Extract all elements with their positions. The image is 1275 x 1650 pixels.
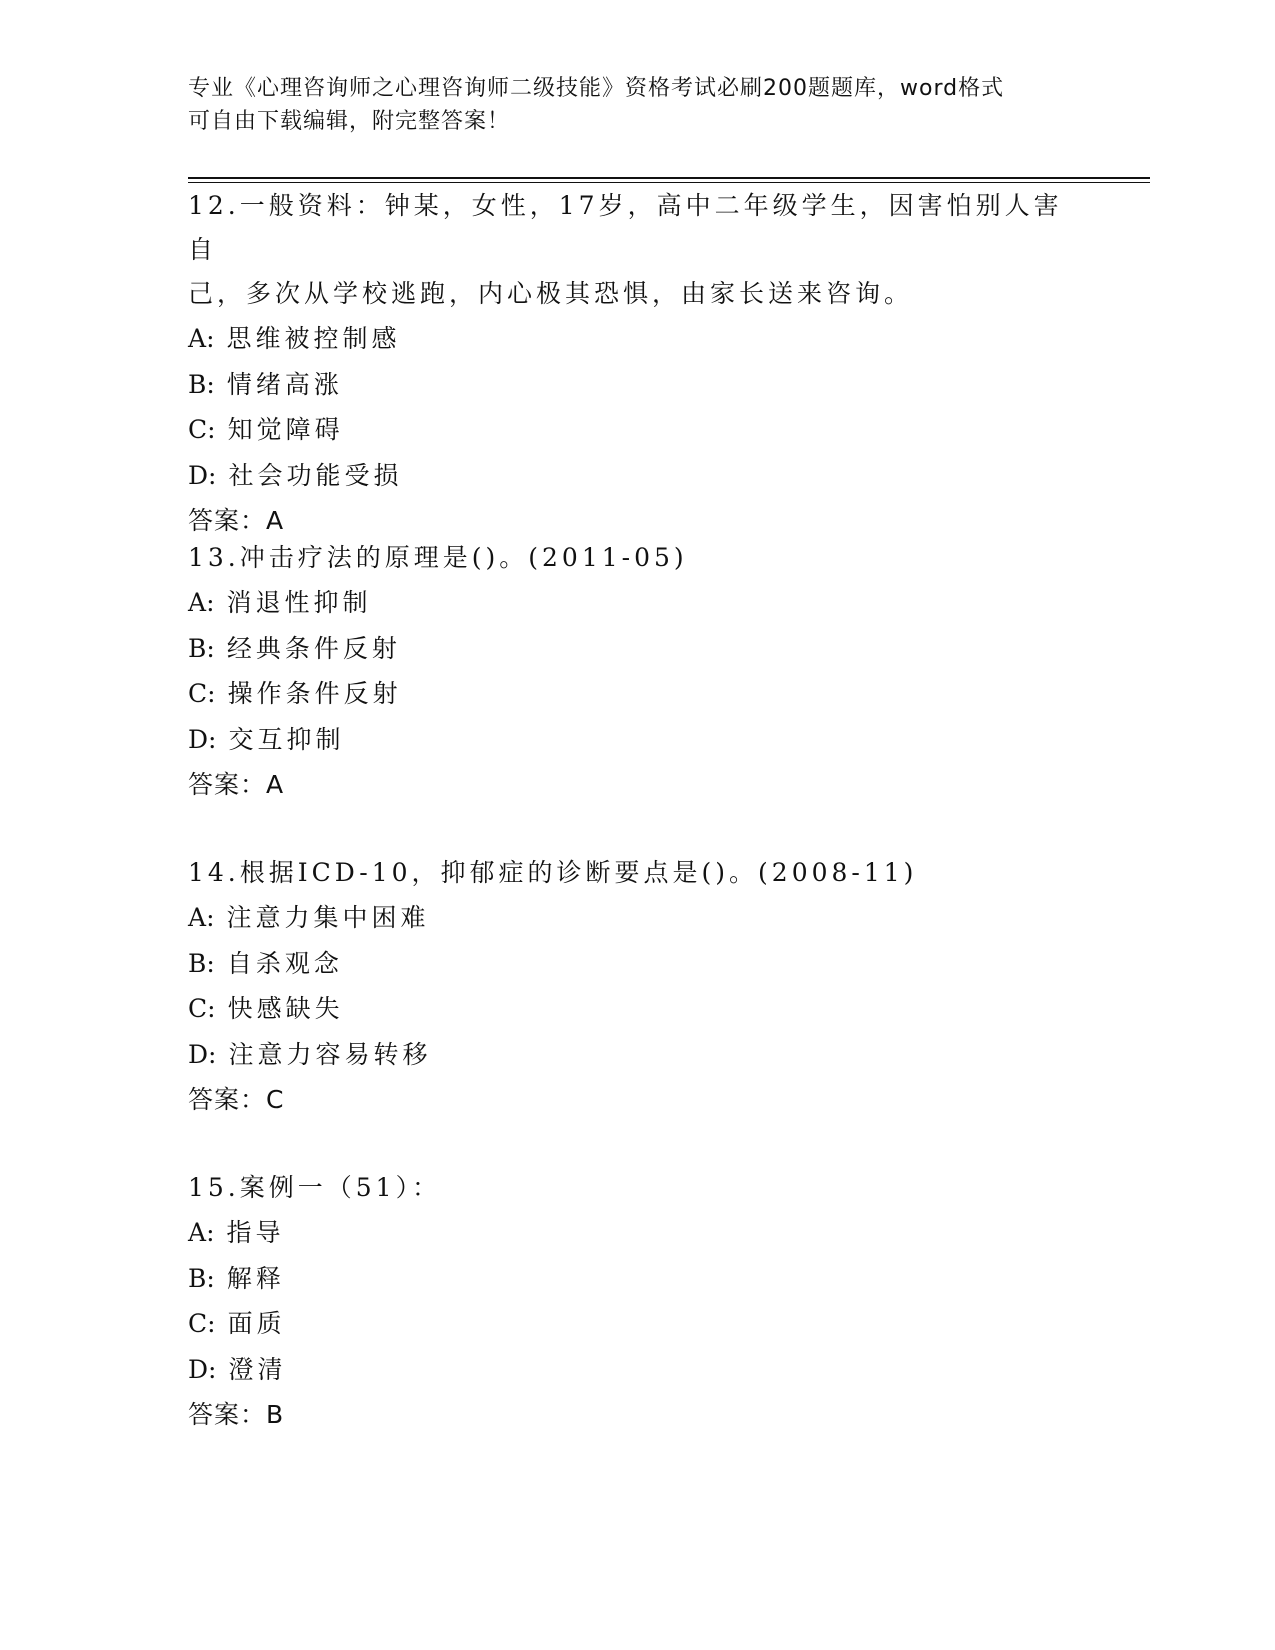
header-line-1: 专业《心理咨询师之心理咨询师二级技能》资格考试必刷200题题库，word格式 [188,76,1005,101]
option-text: 解释 [226,1263,285,1293]
option-c: C: 知觉障碍 [188,415,344,444]
option-b: B: 解释 [188,1263,285,1293]
header-rule-thin [188,182,1150,183]
question-stem-continued: 己，多次从学校逃跑，内心极其恐惧，由家长送来咨询。 [188,279,914,308]
question-13 [188,536,1088,808]
option-text: 思维被控制感 [226,324,401,353]
option-b: B: 经典条件反射 [188,633,401,663]
option-label: A [188,588,207,617]
option-d: D: 注意力容易转移 [188,1039,432,1069]
option-label: C [188,994,208,1023]
option-text: 情绪高涨 [226,369,343,399]
option-label: D [188,460,209,490]
option-text: 交互抑制 [228,724,345,754]
answer: 答案：A [188,506,285,535]
option-label: D [188,1039,209,1069]
option-label: D [188,1354,209,1384]
option-a: A: 指导 [188,1218,285,1247]
question-stem: 14.根据ICD-10，抑郁症的诊断要点是()。(2008-11) [188,858,918,887]
option-label: B [188,369,207,399]
option-d: D: 澄清 [188,1354,287,1384]
question-12 [188,184,1088,544]
option-text: 知觉障碍 [227,415,344,444]
option-label: B [188,1263,207,1293]
option-label: A [188,324,207,353]
option-text: 注意力集中困难 [226,903,430,932]
option-text: 自杀观念 [226,948,343,978]
answer: 答案：A [188,770,285,799]
option-d: D: 社会功能受损 [188,460,403,490]
option-text: 注意力容易转移 [228,1039,432,1069]
option-label: C [188,1309,208,1338]
question-stem: 13.冲击疗法的原理是()。(2011-05) [188,543,688,572]
option-label: C [188,415,208,444]
option-text: 面质 [227,1309,286,1338]
question-stem: 12.一般资料：钟某，女性，17岁，高中二年级学生，因害怕别人害自 [188,191,1063,264]
option-b: B: 情绪高涨 [188,369,343,399]
answer: 答案：B [188,1400,285,1429]
option-b: B: 自杀观念 [188,948,343,978]
option-d: D: 交互抑制 [188,724,345,754]
option-label: B [188,948,207,978]
option-a: A: 注意力集中困难 [188,903,430,932]
option-text: 经典条件反射 [226,633,401,663]
option-text: 社会功能受损 [228,460,403,490]
question-14 [188,851,1088,1123]
question-stem: 15.案例一（51）： [188,1173,442,1202]
option-label: C [188,679,208,708]
option-label: B [188,633,207,663]
option-text: 快感缺失 [227,994,344,1023]
option-a: A: 消退性抑制 [188,588,372,617]
option-text: 操作条件反射 [227,679,402,708]
option-label: A [188,1218,207,1247]
option-text: 指导 [226,1218,285,1247]
option-label: A [188,903,207,932]
option-label: D [188,724,209,754]
document-header [188,72,1088,138]
option-text: 消退性抑制 [226,588,372,617]
option-c: C: 面质 [188,1309,286,1338]
option-text: 澄清 [228,1354,287,1384]
answer: 答案：C [188,1085,285,1114]
option-c: C: 操作条件反射 [188,679,402,708]
question-15 [188,1166,1088,1438]
option-a: A: 思维被控制感 [188,324,401,353]
header-rule-thick [188,177,1150,179]
option-c: C: 快感缺失 [188,994,344,1023]
header-line-2: 可自由下载编辑，附完整答案！ [188,109,511,134]
